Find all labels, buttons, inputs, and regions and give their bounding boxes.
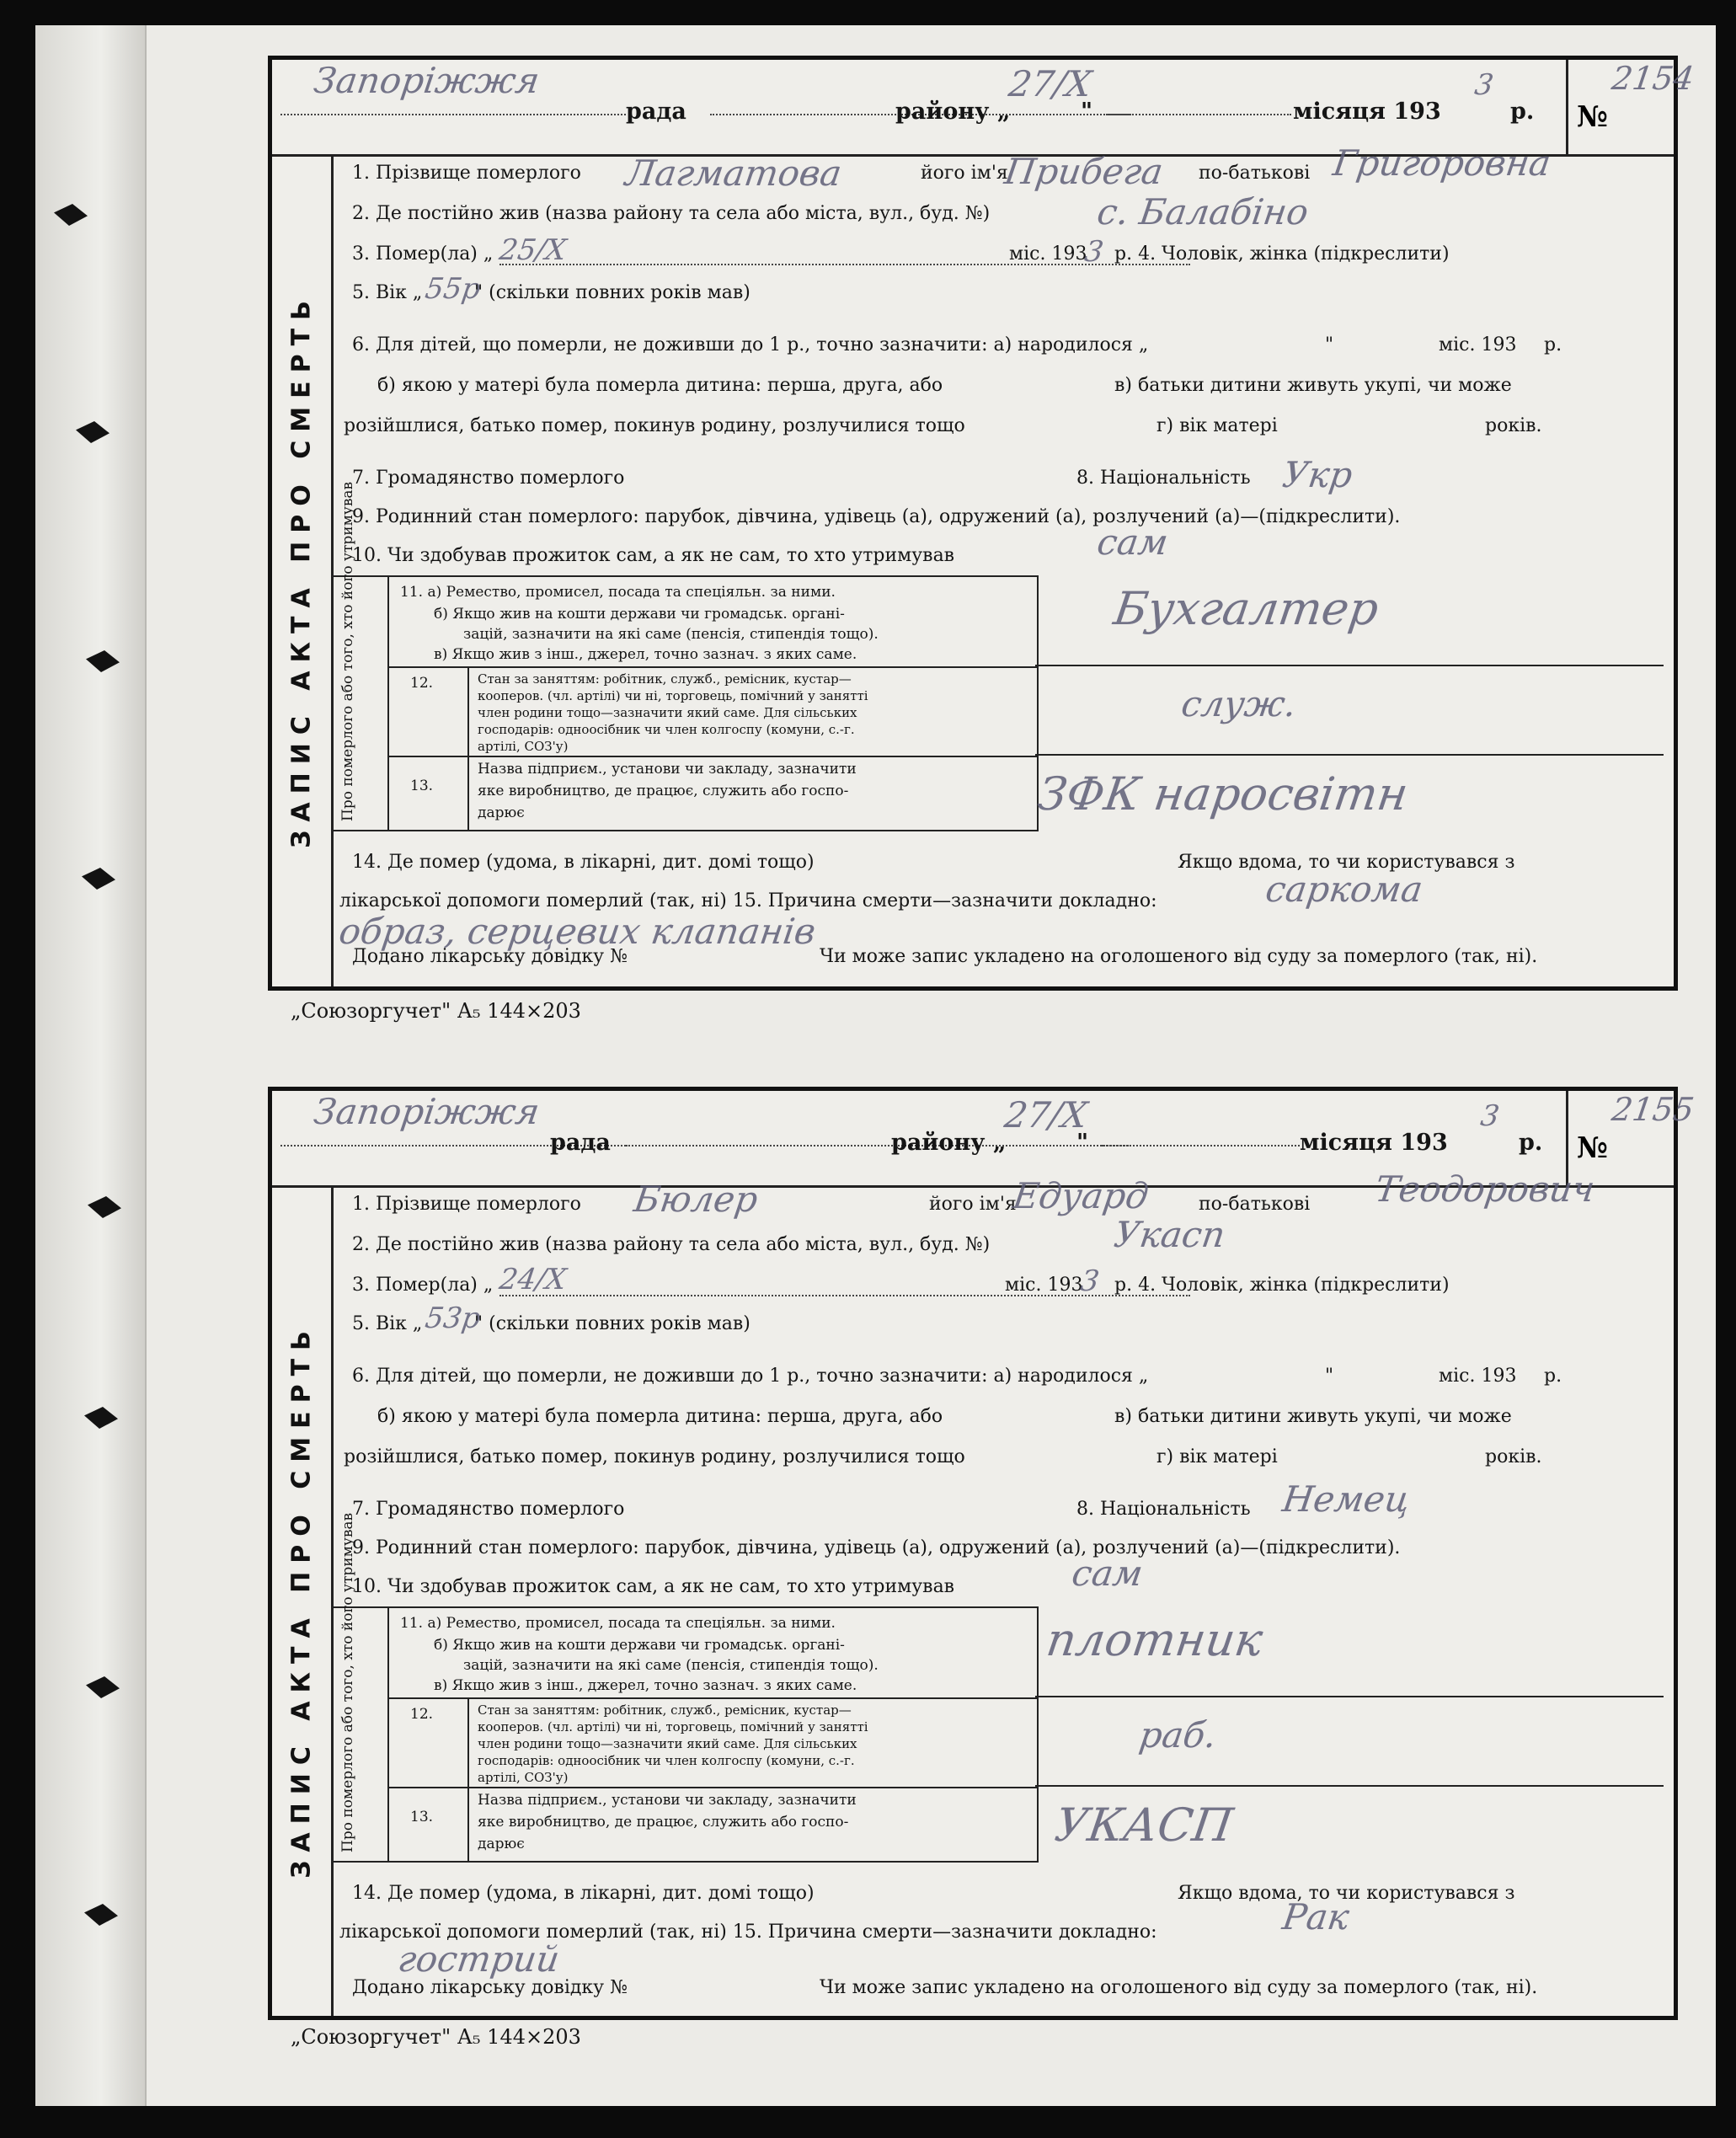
handwritten-age: 53р [423, 1302, 483, 1335]
handwritten-date: 27/X [1002, 1094, 1090, 1136]
handwritten-residence: с. Балабіно [1094, 191, 1311, 233]
handwritten-name: Едуард [1010, 1175, 1151, 1216]
punch-hole [76, 421, 110, 443]
death-record-card-2: Запоріжжя рада району „ 27/X " місяця 193 3 р. № 2155 ЗАПИС АКТА ПРО СМЕРТЬ 1. Прізвище померлого Бюлер його ім'я Едуард по-батькові Теодорович 2. Де постійно жив (назва району та села або міста, вул., буд. №) Укасп 3. Помер(ла) „ 24/X міс. 193 3 р. 4. Чоловік, жінка (підкреслити) 5. Вік „ 53р " (скільки повних років мав) 6. Для дітей, що померли, не доживши до 1 р., точно зазначити: а) народилося „ " міс. 193 р. б) якою у матері була померла дитина: перша, друга, або в) батьки дитини живуть укупі, чи може розійшлися, батько помер, покинув родину, розлучилися тощо г) вік матері років. 7. Громадянство померлого 8. Національність Немец 9. Родинний стан померлого: парубок, дівчина, удівець (а), одружений (а), розлучений (а)—(підкреслити). 10. Чи здобував прожиток сам, а як не сам, то хто утримував сам Про померлого або того, хто його утримував 11. а) Ремество, промисел, посада та спеціяльн. за ними. б) Якщо жив на кошти держави чи громадськ. органі- зацій, зазначити на які саме (пенсія, стипендія тощо). в) Якщо жив з інш., джерел, точно зазнач. з яких саме. 12. Стан за заняттям: робітник, служб., ремісник, кустар— кооперов. (чл. артілі) чи ні, торговець, помічний у занятті член родини тощо—зазначити який саме. Для сільських господарів: одноосібник чи член колгоспу (комуни, с.-г. артілі, СОЗ'у) 13. Назва підприєм., установи чи закладу, зазначити яке виробництво, де працює, служить або госпо- дарює плотник раб. УКАСП 14. Де помер (удома, в лікарні, дит. домі тощо) Якщо вдома, то чи користувався з лікарської допомоги померлий (так, ні) 15. Причина смерти—зазначити докладно: Рак гострий Додано лікарську довідку № Чи може запис укладено на оголошеного від суду за померлого (так, ні). [268, 1087, 1678, 2020]
punch-hole [86, 1676, 120, 1698]
handwritten-age: 55р [423, 272, 483, 306]
handwritten-provider: сам [1094, 521, 1171, 563]
handwritten-occupation: Бухгалтер [1110, 582, 1382, 635]
handwritten-cause: Рак [1279, 1896, 1352, 1938]
handwritten-nationality: Немец [1279, 1478, 1413, 1520]
handwritten-name: Прибега [1002, 151, 1166, 192]
raion-label: району „ [895, 99, 1011, 125]
record-number-box: № 2155 [1566, 1091, 1674, 1185]
handwritten-patronymic: Григоровна [1330, 142, 1554, 184]
handwritten-record-number: 2154 [1609, 60, 1696, 97]
handwritten-occupation: плотник [1043, 1613, 1266, 1666]
occupation-block: Про померлого або того, хто його утримував 11. а) Ремество, промисел, посада та спеціяльн. за ними. б) Якщо жив на кошти держави чи громадськ. органі- зацій, зазначити на які саме (пенсія, стипендія тощо). в) Якщо жив з інш., джерел, точно зазнач. з яких саме. 12. Стан за заняттям: робітник, служб., ремісник, кустар— кооперов. (чл. артілі) чи ні, торговець, помічний у занятті член родини тощо—зазначити який саме. Для сільських господарів: одноосібник чи член колгоспу (комуни, с.-г. артілі, СОЗ'у) 13. Назва підприєм., установи чи закладу, зазначити яке виробництво, де працює, служить або госпо- дарює [331, 1606, 1039, 1863]
handwritten-status: раб. [1136, 1714, 1220, 1756]
handwritten-cause: саркома [1263, 869, 1426, 910]
raion-label: району „ [891, 1130, 1007, 1156]
form-footer: „Союзоргучет" А₅ 144×203 [291, 2025, 581, 2049]
handwritten-workplace: УКАСП [1051, 1799, 1237, 1852]
handwritten-provider: сам [1069, 1553, 1146, 1594]
punch-hole [54, 204, 88, 226]
month-label: місяця 193 [1293, 99, 1441, 125]
handwritten-status: служ. [1178, 683, 1300, 724]
record-number-box: № 2154 [1566, 60, 1674, 154]
handwritten-rada: Запоріжжя [311, 1091, 542, 1132]
handwritten-surname: Лагматова [622, 152, 845, 194]
handwritten-cause-detail: образ, серцевих клапанів [336, 911, 819, 952]
handwritten-date: 27/X [1006, 63, 1094, 104]
form-footer: „Союзоргучет" А₅ 144×203 [291, 999, 581, 1023]
handwritten-record-number: 2155 [1609, 1091, 1696, 1128]
punch-hole [84, 1904, 118, 1926]
card-header: Запоріжжя рада району „ 27/X " місяця 193 3 р. № 2155 [272, 1091, 1674, 1188]
side-title: ЗАПИС АКТА ПРО СМЕРТЬ [272, 154, 334, 986]
punch-hole [84, 1407, 118, 1429]
death-record-card-1: Запоріжжя рада району „ 27/X " місяця 193 3 р. № 2154 ЗАПИС АКТА ПРО СМЕРТЬ 1. Прізвище померлого Лагматова його ім'я Прибега по-батькові Григоровна 2. Де постійно жив (назва району та села або міста, вул., буд. №) с. Балабіно 3. Помер(ла) „ 25/X міс. 193 3 р. 4. Чоловік, жінка (підкреслити) 5. Вік „ 55р " (скільки повних років мав) 6. Для дітей, що померли, не доживши до 1 р., точно зазначити: а) народилося „ " міс. 193 р. б) якою у матері була померла дитина: перша, друга, або в) батьки дитини живуть укупі, чи може розійшлися, батько помер, покинув родину, розлучилися тощо г) вік матері років. 7. Громадянство померлого 8. Національність Укр 9. Родинний стан померлого: парубок, дівчина, удівець (а), одружений (а), розлучений (а)—(підкреслити). 10. Чи здобував прожиток сам, а як не сам, то хто утримував сам Про померлого або того, хто його утримував 11. а) Ремество, промисел, посада та спеціяльн. за ними. б) Якщо жив на кошти держави чи громадськ. органі- зацій, зазначити на які саме (пенсія, стипендія тощо). в) Якщо жив з інш., джерел, точно зазнач. з яких саме. 12. Стан за заняттям: робітник, служб., ремісник, кустар— кооперов. (чл. артілі) чи ні, торговець, помічний у занятті член родини тощо—зазначити який саме. Для сільських господарів: одноосібник чи член колгоспу (комуни, с.-г. артілі, СОЗ'у) 13. Назва підприєм., установи чи закладу, зазначити яке виробництво, де працює, служить або госпо- дарює Бухгалтер служ. ЗФК наросвітн 14. Де помер (удома, в лікарні, дит. домі тощо) Якщо вдома, то чи користувався з лікарської допомоги померлий (так, ні) 15. Причина смерти—зазначити докладно: саркома образ, серцевих клапанів Додано лікарську довідку № Чи може запис укладено на оголошеного від суду за померлого (так, ні). [268, 56, 1678, 991]
handwritten-death-date: 25/X [497, 233, 569, 267]
handwritten-cause-detail: гострий [395, 1938, 563, 1980]
rada-label: рада [550, 1130, 611, 1156]
handwritten-patronymic: Теодорович [1372, 1168, 1598, 1210]
side-title: ЗАПИС АКТА ПРО СМЕРТЬ [272, 1185, 334, 2016]
month-label: місяця 193 [1300, 1130, 1448, 1156]
handwritten-death-date: 24/X [497, 1263, 569, 1296]
punch-hole [86, 650, 120, 672]
punch-hole [88, 1196, 121, 1218]
binding-strip [35, 25, 147, 2106]
punch-hole [82, 868, 115, 890]
handwritten-workplace: ЗФК наросвітн [1034, 767, 1412, 820]
handwritten-rada: Запоріжжя [311, 60, 542, 101]
handwritten-residence: Укасп [1111, 1214, 1228, 1255]
handwritten-nationality: Укр [1279, 454, 1355, 495]
occupation-block: Про померлого або того, хто його утримував 11. а) Ремество, промисел, посада та спеціяльн. за ними. б) Якщо жив на кошти держави чи громадськ. органі- зацій, зазначити на які саме (пенсія, стипендія тощо). в) Якщо жив з інш., джерел, точно зазнач. з яких саме. 12. Стан за заняттям: робітник, служб., ремісник, кустар— кооперов. (чл. артілі) чи ні, торговець, помічний у занятті член родини тощо—зазначити який саме. Для сільських господарів: одноосібник чи член колгоспу (комуни, с.-г. артілі, СОЗ'у) 13. Назва підприєм., установи чи закладу, зазначити яке виробництво, де працює, служить або госпо- дарює [331, 575, 1039, 831]
rada-label: рада [626, 99, 686, 125]
handwritten-surname: Бюлер [631, 1179, 761, 1220]
card-header: Запоріжжя рада району „ 27/X " місяця 193 3 р. № 2154 [272, 60, 1674, 157]
